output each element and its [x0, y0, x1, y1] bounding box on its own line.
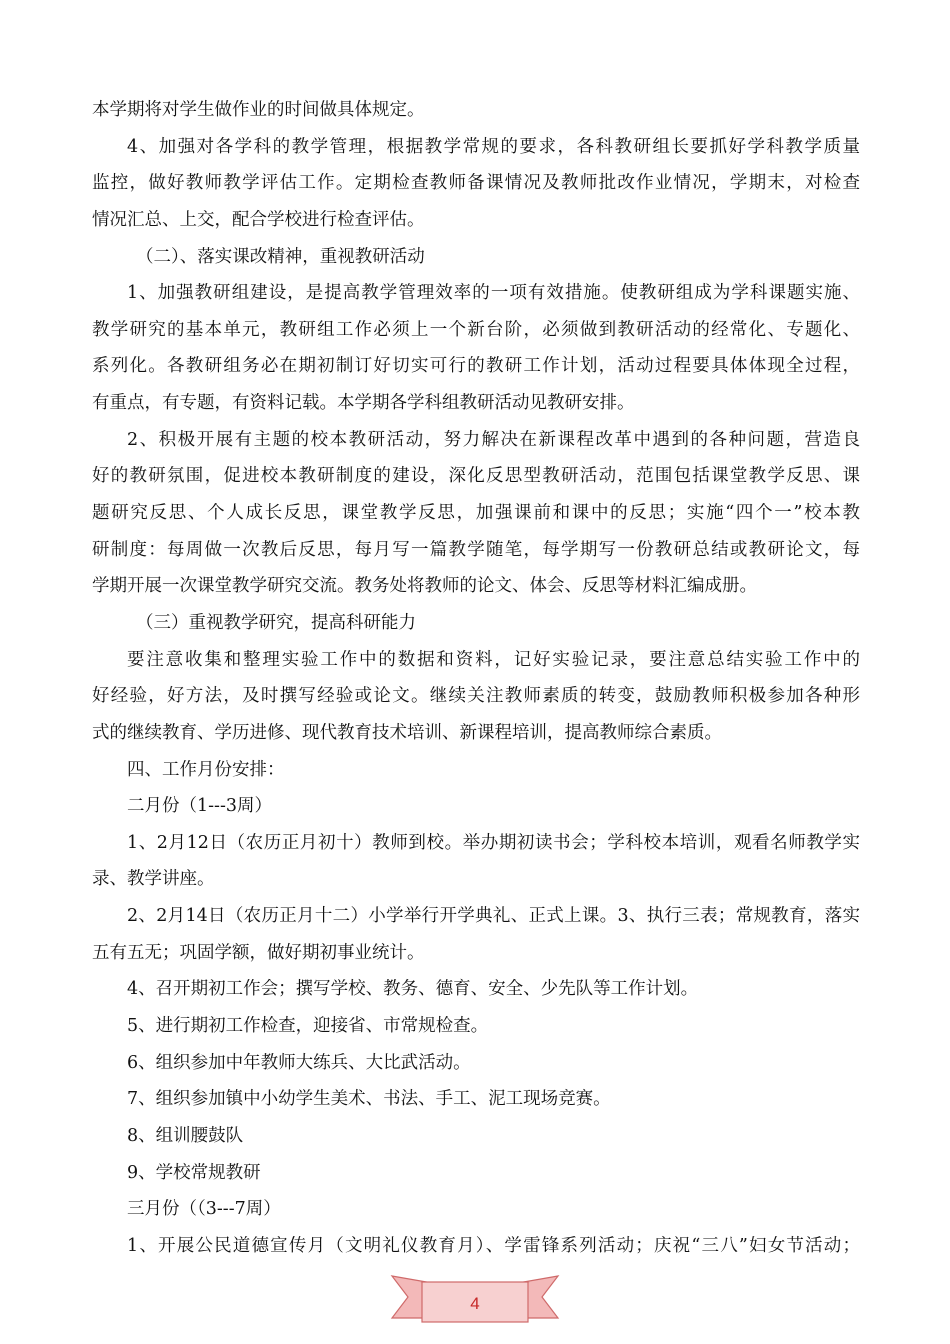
- text-line: 要注意收集和整理实验工作中的数据和资料，记好实验记录，要注意总结实验工作中的: [127, 649, 860, 670]
- text-line: 7、组织参加镇中小幼学生美术、书法、手工、泥工现场竞赛。: [127, 1089, 611, 1110]
- text-line: 9、学校常规教研: [127, 1162, 261, 1183]
- text-line: 好经验，好方法，及时撰写经验或论文。继续关注教师素质的转变，鼓励教师积极参加各种形: [92, 686, 860, 707]
- text-line: 题研究反思、个人成长反思，课堂教学反思，加强课前和课中的反思；实施“四个一”校本教: [92, 503, 860, 524]
- text-line: 有重点，有专题，有资料记载。本学期各学科组教研活动见教研安排。: [92, 393, 635, 414]
- text-line: 研制度：每周做一次教后反思，每月写一篇教学随笔，每学期写一份教研总结或教研论文，每: [92, 539, 860, 560]
- text-line: （三）重视教学研究，提高科研能力: [136, 612, 416, 633]
- text-line: 二月份（1---3周）: [127, 796, 273, 817]
- page-number: 4: [470, 1294, 480, 1313]
- text-line: 五有五无；巩固学额，做好期初事业统计。: [92, 942, 425, 963]
- text-line: 4、召开期初工作会；撰写学校、教务、德育、安全、少先队等工作计划。: [127, 979, 699, 1000]
- text-line: 学期开展一次课堂教学研究交流。教务处将教师的论文、体会、反思等材料汇编成册。: [92, 576, 757, 597]
- text-line: 4、加强对各学科的教学管理，根据教学常规的要求，各科教研组长要抓好学科教学质量: [127, 136, 860, 157]
- text-line: 情况汇总、上交，配合学校进行检查评估。: [92, 209, 425, 230]
- text-line: （二）、落实课改精神，重视教研活动: [136, 246, 425, 267]
- text-line: 三月份（（3---7周）: [127, 1199, 281, 1220]
- text-line: 系列化。各教研组务必在期初制订好切实可行的教研工作计划，活动过程要具体体现全过程，: [92, 356, 860, 377]
- text-line: 本学期将对学生做作业的时间做具体规定。: [92, 100, 425, 120]
- text-line: 8、组训腰鼓队: [127, 1125, 244, 1146]
- text-line: 2、2月14日（农历正月十二）小学举行开学典礼、正式上课。3、执行三表；常规教育，落实: [127, 906, 860, 927]
- document-body: [92, 92, 860, 1265]
- text-line: 监控，做好教师教学评估工作。定期检查教师备课情况及教师批改作业情况，学期末，对检查: [92, 173, 860, 194]
- text-line: 教学研究的基本单元，教研组工作必须上一个新台阶，必须做到教研活动的经常化、专题化、: [92, 319, 860, 340]
- text-line: 6、组织参加中年教师大练兵、大比武活动。: [127, 1052, 471, 1073]
- text-line: 1、加强教研组建设，是提高教学管理效率的一项有效措施。使教研组成为学科课题实施、: [127, 283, 860, 304]
- text-line: 录、教学讲座。: [92, 869, 215, 890]
- text-line: 1、开展公民道德宣传月（文明礼仪教育月）、学雷锋系列活动；庆祝“三八”妇女节活动；: [127, 1235, 860, 1256]
- text-line: 2、积极开展有主题的校本教研活动，努力解决在新课程改革中遇到的各种问题，营造良: [127, 429, 860, 450]
- page-footer: [390, 1262, 560, 1326]
- text-line: 5、进行期初工作检查，迎接省、市常规检查。: [127, 1016, 489, 1037]
- text-line: 式的继续教育、学历进修、现代教育技术培训、新课程培训，提高教师综合素质。: [92, 722, 722, 743]
- text-line: 1、2月12日（农历正月初十）教师到校。举办期初读书会；学科校本培训，观看名师教学实: [127, 832, 860, 853]
- text-line: 四、工作月份安排：: [127, 759, 285, 780]
- text-line: 好的教研氛围，促进校本教研制度的建设，深化反思型教研活动，范围包括课堂教学反思、课: [92, 466, 860, 487]
